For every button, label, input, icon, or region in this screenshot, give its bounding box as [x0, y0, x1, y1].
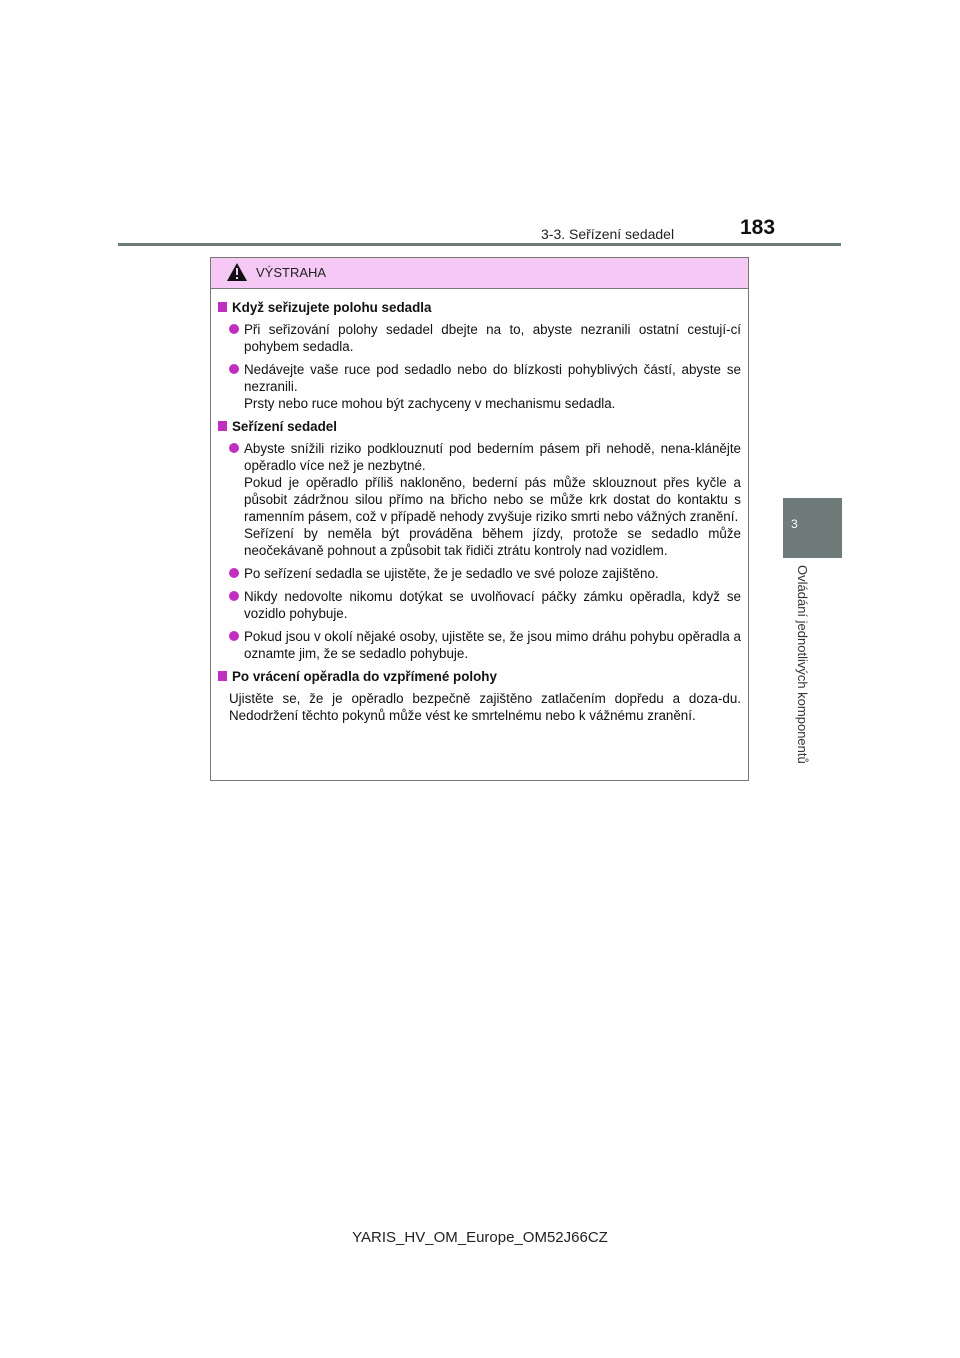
section-heading — [218, 299, 741, 316]
bullet-dot-icon — [229, 591, 239, 601]
chapter-tab-label: Ovládání jednotlivých komponentů — [795, 565, 810, 764]
chapter-tab-number: 3 — [791, 517, 798, 531]
bullet-text — [244, 565, 741, 582]
bullet-item — [229, 565, 741, 582]
document-id: YARIS_HV_OM_Europe_OM52J66CZ — [352, 1229, 608, 1246]
bullet-dot-icon — [229, 568, 239, 578]
bullet-item — [229, 321, 741, 355]
section-heading — [218, 418, 741, 435]
bullet-paragraph: Pokud je opěradlo příliš nakloněno, bederní pás může sklouznout přes kyčle a působit zádržnou silou přímo na břicho nebo se může krk dostat do kontaktu s ramenním pásem, což v případě nehody zvyšuje riziko smrti nebo vážných zranění. — [244, 475, 741, 524]
bullet-dot-icon — [229, 631, 239, 641]
warning-section — [218, 299, 741, 412]
warning-section — [218, 668, 741, 724]
warning-box — [210, 257, 749, 781]
bullet-text — [244, 588, 741, 622]
warning-header — [211, 258, 748, 289]
bullet-paragraph: Po seřízení sedadla se ujistěte, že je sedadlo ve své poloze zajištěno. — [244, 566, 659, 581]
bullet-text — [244, 628, 741, 662]
bullet-paragraph: Abyste snížili riziko podklouznutí pod bederním pásem při nehodě, nena-klánějte opěradlo více než je nezbytné. — [244, 441, 741, 473]
bullet-item — [229, 588, 741, 622]
warning-body — [211, 289, 748, 724]
section-heading-text: Seřízení sedadel — [232, 419, 337, 434]
page-number: 183 — [740, 216, 776, 239]
bullet-paragraph: Prsty nebo ruce mohou být zachyceny v mechanismu sedadla. — [244, 396, 616, 411]
section-square-icon — [218, 421, 227, 431]
bullet-item — [229, 361, 741, 412]
bullet-paragraph: Pokud jsou v okolí nějaké osoby, ujistěte se, že jsou mimo dráhu pohybu opěradla a oznamte jim, že se sedadlo pohybuje. — [244, 629, 741, 661]
header-divider — [118, 243, 841, 246]
bullet-paragraph: Seřízení by neměla být prováděna během jízdy, protože se sedadlo může neočekávaně pohnout a způsobit tak řidiči ztrátu kontroly nad vozidlem. — [244, 526, 741, 558]
bullet-text — [244, 440, 741, 559]
section-heading-text: Když seřizujete polohu sedadla — [232, 300, 432, 315]
bullet-dot-icon — [229, 324, 239, 334]
header-section-title: 3-3. Seřízení sedadel — [541, 226, 675, 242]
bullet-item — [229, 440, 741, 559]
warning-triangle-icon — [226, 262, 248, 282]
bullet-paragraph: Nikdy nedovolte nikomu dotýkat se uvolňovací páčky zámku opěradla, když se vozidlo pohybuje. — [244, 589, 741, 621]
bullet-paragraph: Při seřizování polohy sedadel dbejte na to, abyste nezranili ostatní cestují-cí pohybem sedadla. — [244, 322, 741, 354]
bullet-text — [244, 321, 741, 355]
section-square-icon — [218, 671, 227, 681]
bullet-text — [244, 361, 741, 412]
bullet-paragraph: Nedávejte vaše ruce pod sedadlo nebo do blízkosti pohyblivých částí, abyste se nezranili. — [244, 362, 741, 394]
bullet-item — [229, 628, 741, 662]
section-paragraph: Ujistěte se, že je opěradlo bezpečně zajištěno zatlačením dopředu a doza-du. Nedodržení těchto pokynů může vést ke smrtelnému nebo k vážnému zranění. — [229, 691, 741, 723]
warning-title: VÝSTRAHA — [256, 265, 327, 280]
bullet-dot-icon — [229, 364, 239, 374]
section-text — [229, 690, 741, 724]
section-square-icon — [218, 302, 227, 312]
section-heading — [218, 668, 741, 685]
bullet-dot-icon — [229, 443, 239, 453]
warning-section — [218, 418, 741, 662]
section-heading-text: Po vrácení opěradla do vzpřímené polohy — [232, 669, 497, 684]
